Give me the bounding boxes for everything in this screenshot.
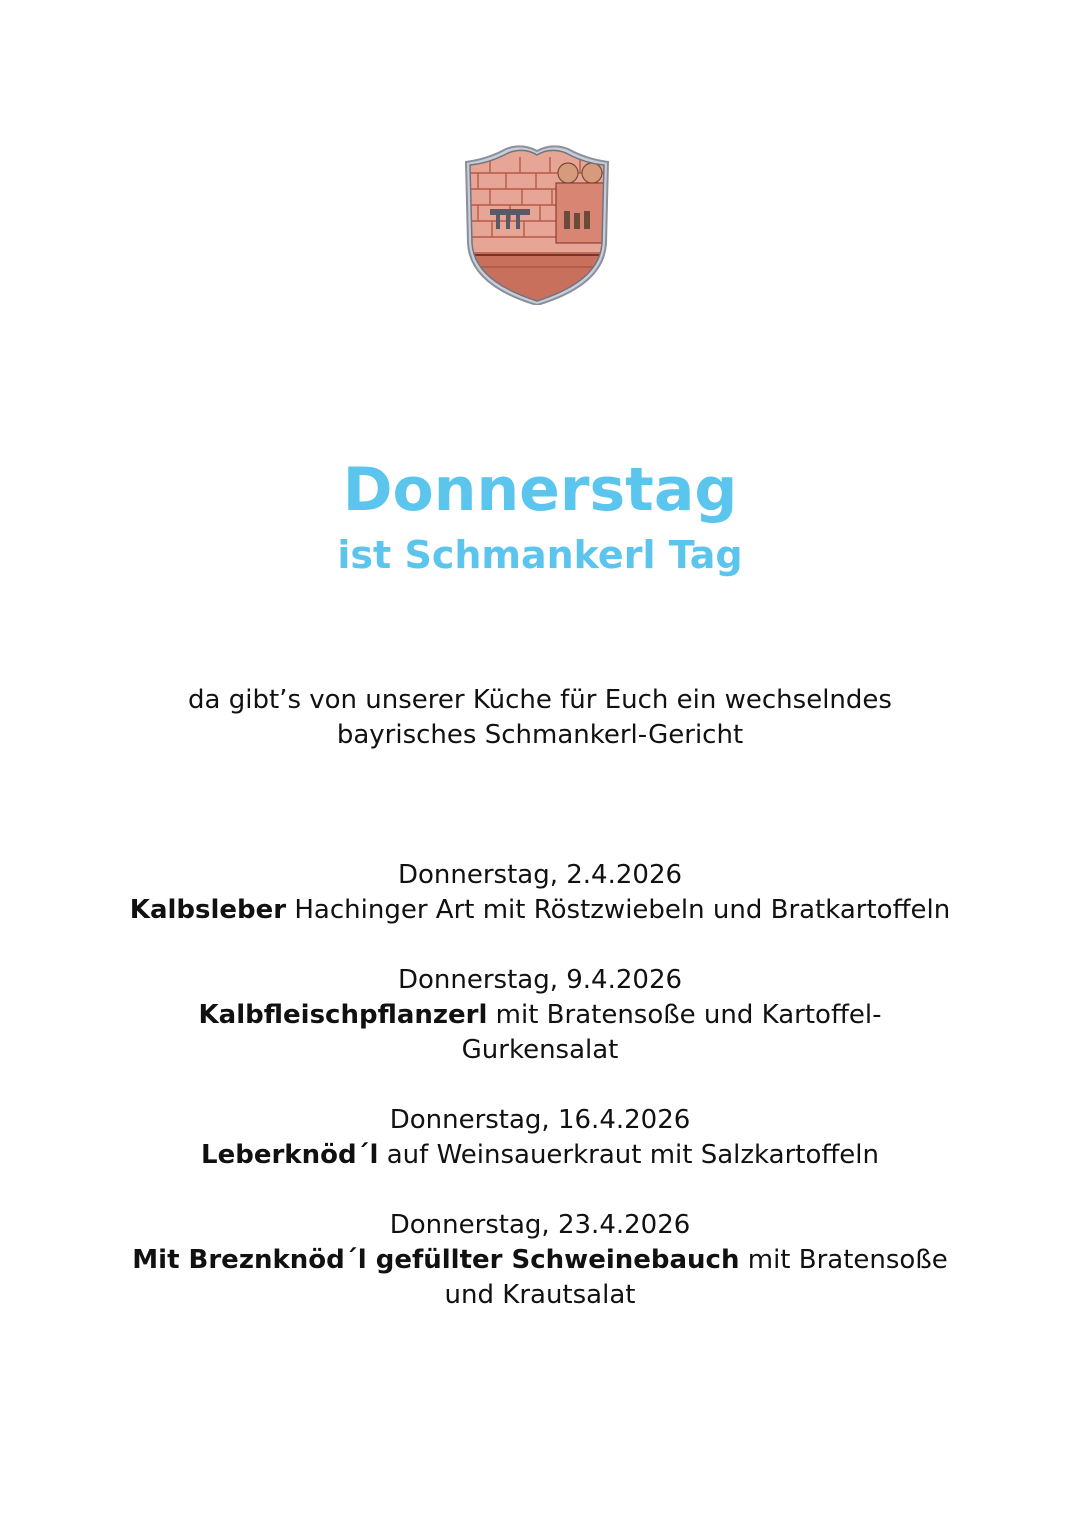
menu-item-dish bbox=[0, 1243, 1080, 1278]
menu-item-date: Donnerstag, 9.4.2026 bbox=[397, 965, 683, 995]
menu-item-date: Donnerstag, 16.4.2026 bbox=[389, 1105, 691, 1135]
menu-item bbox=[0, 1103, 1080, 1173]
intro-line-2: bayrisches Schmankerl-Gericht bbox=[336, 720, 744, 750]
page-subtitle: ist Schmankerl Tag bbox=[337, 533, 743, 577]
menu-item-date: Donnerstag, 23.4.2026 bbox=[389, 1210, 691, 1240]
intro-text bbox=[0, 683, 1080, 753]
menu-item-dish-name: Kalbfleischpflanzerl bbox=[198, 1000, 488, 1030]
menu-item bbox=[0, 1208, 1080, 1313]
menu-item-dish bbox=[0, 893, 1080, 928]
menu-item-dish-description: auf Weinsauerkraut mit Salzkartoffeln bbox=[378, 1140, 879, 1170]
menu-item-dish bbox=[0, 998, 1080, 1033]
menu-item-date: Donnerstag, 2.4.2026 bbox=[397, 860, 683, 890]
menu-item-dish bbox=[0, 1138, 1080, 1173]
menu-item-dish-description: mit Bratensoße und Kartoffel- bbox=[487, 1000, 882, 1030]
menu-item bbox=[0, 858, 1080, 928]
menu-item-dish-name: Leberknöd´l bbox=[201, 1140, 379, 1170]
menu-item-dish-name: Mit Breznknöd´l gefüllter Schweinebauch bbox=[132, 1245, 740, 1275]
tavern-crest-logo bbox=[460, 143, 614, 305]
menu-item-dish-name: Kalbsleber bbox=[129, 895, 287, 925]
menu-item bbox=[0, 963, 1080, 1068]
menu-item-dish-description: mit Bratensoße bbox=[739, 1245, 948, 1275]
menu-item-dish-continuation: und Krautsalat bbox=[444, 1280, 636, 1310]
page-title: Donnerstag bbox=[342, 455, 738, 525]
menu-item-dish-continuation: Gurkensalat bbox=[461, 1035, 619, 1065]
intro-line-1: da gibt’s von unserer Küche für Euch ein wechselndes bbox=[188, 685, 892, 715]
menu-item-dish-description: Hachinger Art mit Röstzwiebeln und Bratkartoffeln bbox=[286, 895, 951, 925]
